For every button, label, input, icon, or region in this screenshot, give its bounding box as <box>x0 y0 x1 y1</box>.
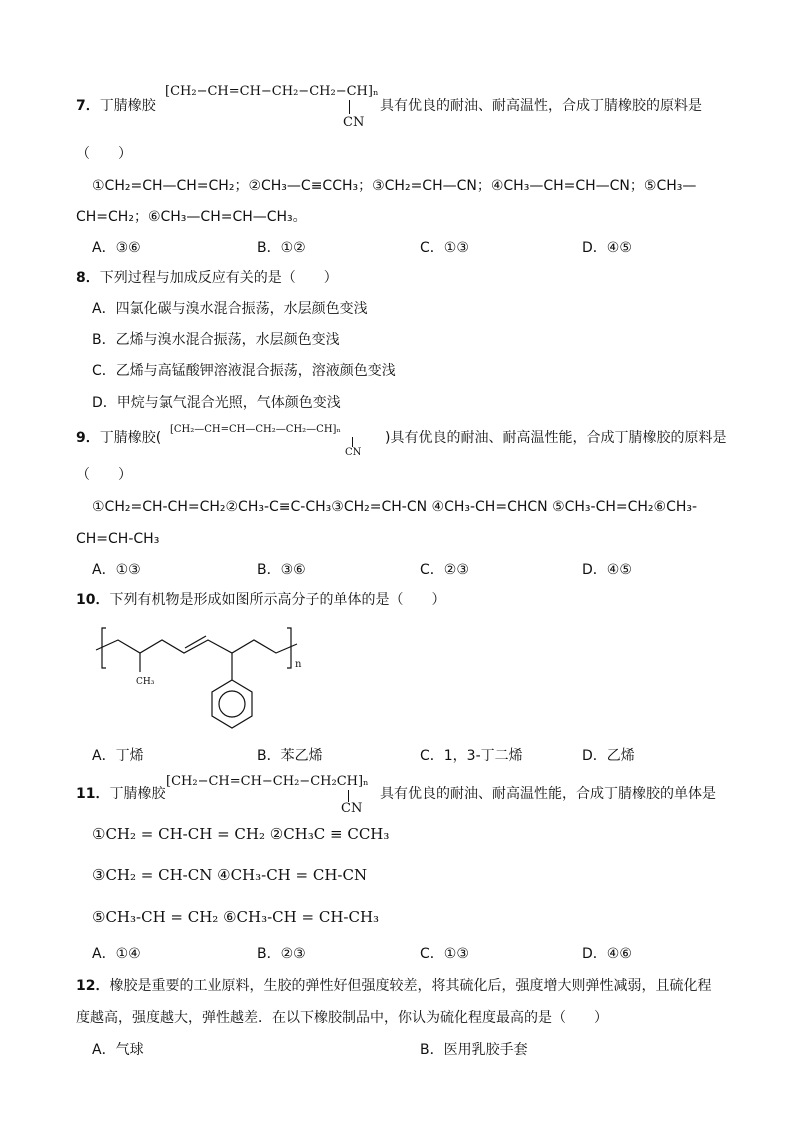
q8-option-b[interactable]: B．乙烯与溴水混合振荡，水层颜色变浅 <box>92 332 340 348</box>
q8-option-d[interactable]: D．甲烷与氯气混合光照，气体颜色变浅 <box>92 395 341 411</box>
q9-number: 9． <box>76 430 100 446</box>
q10-option-a[interactable]: A．丁烯 <box>92 748 144 764</box>
q11-option-c[interactable]: C．①③ <box>420 946 469 962</box>
q11-number: 11． <box>76 786 110 802</box>
q10-option-d[interactable]: D．乙烯 <box>582 748 635 764</box>
q11-formula-cn: CN <box>341 801 363 816</box>
q9-option-c[interactable]: C．②③ <box>420 562 469 578</box>
q11-option-a[interactable]: A．①④ <box>92 946 141 962</box>
q8-stem: 8．下列过程与加成反应有关的是（ ） <box>76 270 338 286</box>
q12-option-b[interactable]: B．医用乳胶手套 <box>420 1042 528 1058</box>
q7-option-c[interactable]: C．①③ <box>420 240 469 256</box>
q11-items-line1: ①CH₂ = CH-CH = CH₂ ②CH₃C ≡ CCH₃ <box>92 825 390 843</box>
q8-option-a[interactable]: A．四氯化碳与溴水混合振荡，水层颜色变浅 <box>92 301 368 317</box>
q9-answer-paren: （ ） <box>76 467 132 483</box>
q7-lead: 丁腈橡胶 <box>99 98 156 114</box>
q7-option-d[interactable]: D．④⑤ <box>582 240 632 256</box>
q11-option-d[interactable]: D．④⑥ <box>582 946 632 962</box>
q10-subscript-n: n <box>295 659 302 670</box>
q10-polymer-structure <box>92 620 312 745</box>
q9-structure-formula: [CH₂—CH=CH—CH₂—CH₂—CH]ₙ <box>170 424 341 435</box>
q11-items-line3: ⑤CH₃-CH = CH₂ ⑥CH₃-CH = CH-CH₃ <box>92 908 380 926</box>
q9-items-line2: CH=CH-CH₃ <box>76 531 160 547</box>
q7-structure-formula: [CH₂−CH=CH−CH₂−CH₂−CH]ₙ <box>165 84 379 99</box>
q11-structure-formula: [CH₂−CH=CH−CH₂−CH₂CH]ₙ <box>166 774 369 789</box>
q10-methyl-label: CH₃ <box>136 677 155 687</box>
q7-stem-line <box>76 96 156 116</box>
q10-number: 10． <box>76 592 110 608</box>
q7-option-a[interactable]: A．③⑥ <box>92 240 141 256</box>
q11-stem-trail: 具有优良的耐油、耐高温性能，合成丁腈橡胶的单体是 <box>380 786 716 802</box>
q12-stem-line2: 度越高，强度越大，弹性越差．在以下橡胶制品中，你认为硫化程度最高的是（ ） <box>76 1010 608 1026</box>
q7-formula-cn: CN <box>343 115 365 130</box>
q10-option-b[interactable]: B．苯乙烯 <box>257 748 323 764</box>
q7-stem-trail: 具有优良的耐油、耐高温性，合成丁腈橡胶的原料是 <box>380 98 702 114</box>
q7-option-b[interactable]: B．①② <box>257 240 306 256</box>
q8-number: 8． <box>76 270 100 286</box>
q9-items-line1: ①CH₂=CH-CH=CH₂②CH₃-C≡C-CH₃③CH₂=CH-CN ④CH₃-CH=CHCN ⑤CH₃-CH=CH₂⑥CH₃- <box>92 499 698 515</box>
q9-formula-cn: CN <box>345 447 362 458</box>
q9-option-b[interactable]: B．③⑥ <box>257 562 306 578</box>
q9-formula-bond <box>352 437 353 447</box>
q10-stem: 10．下列有机物是形成如图所示高分子的单体的是（ ） <box>76 592 446 608</box>
q11-option-b[interactable]: B．②③ <box>257 946 306 962</box>
q9-stem-line <box>76 428 161 448</box>
q9-option-d[interactable]: D．④⑤ <box>582 562 632 578</box>
q7-answer-paren: （ ） <box>76 146 132 162</box>
q10-option-c[interactable]: C．1，3-丁二烯 <box>420 748 523 764</box>
q9-option-a[interactable]: A．①③ <box>92 562 141 578</box>
q11-lead: 丁腈橡胶 <box>109 786 166 802</box>
q11-stem-line <box>76 784 165 804</box>
q11-items-line2: ③CH₂ = CH-CN ④CH₃-CH = CH-CN <box>92 866 368 884</box>
q12-number: 12． <box>76 978 110 994</box>
q12-stem-line1: 12．橡胶是重要的工业原料，生胶的弹性好但强度较差，将其硫化后，强度增大则弹性减弱，且硫化程 <box>76 978 712 994</box>
q7-formula-bond <box>349 100 350 114</box>
q7-items-line2: CH=CH₂；⑥CH₃—CH=CH—CH₃。 <box>76 209 307 225</box>
q12-option-a[interactable]: A．气球 <box>92 1042 144 1058</box>
q8-option-c[interactable]: C．乙烯与高锰酸钾溶液混合振荡，溶液颜色变浅 <box>92 363 396 379</box>
q7-number: 7． <box>76 98 100 114</box>
q9-lead: 丁腈橡胶( <box>99 430 162 446</box>
q7-items-line1: ①CH₂=CH—CH=CH₂；②CH₃—C≡CCH₃；③CH₂=CH—CN；④CH₃—CH=CH—CN；⑤CH₃— <box>92 178 697 194</box>
q9-stem-trail: )具有优良的耐油、耐高温性能，合成丁腈橡胶的原料是 <box>385 430 727 446</box>
